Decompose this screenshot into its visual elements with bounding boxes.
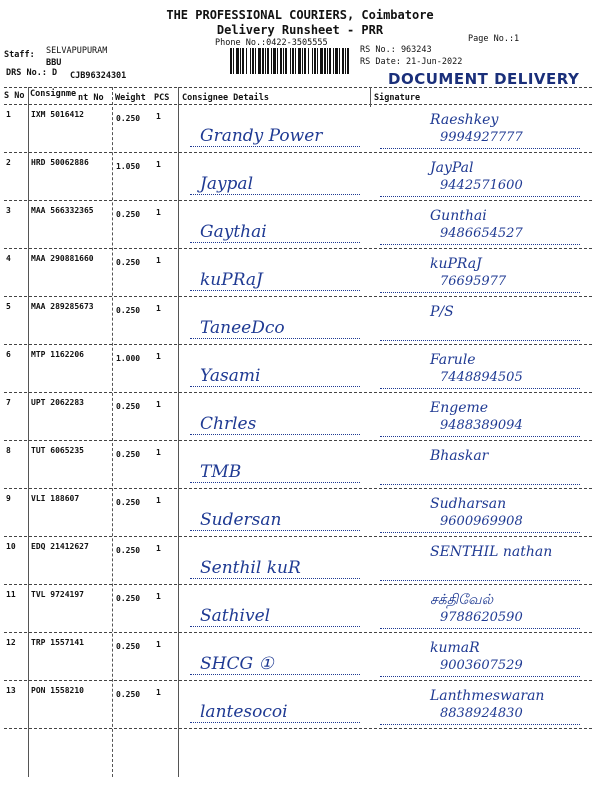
row-sno: 11 bbox=[6, 590, 16, 599]
table-vline-3 bbox=[178, 87, 179, 777]
name-underline bbox=[190, 626, 360, 627]
row-weight: 0.250 bbox=[116, 306, 141, 315]
row-sno: 5 bbox=[6, 302, 11, 311]
row-phone: 9994927777 bbox=[440, 130, 523, 145]
name-underline bbox=[190, 530, 360, 531]
name-underline bbox=[190, 482, 360, 483]
row-signature: SENTHIL nathan bbox=[430, 544, 553, 560]
row-consignment-no: MAA 289285673 bbox=[31, 302, 94, 311]
row-weight: 1.050 bbox=[116, 162, 141, 171]
barcode-bar bbox=[240, 48, 241, 74]
barcode-bar bbox=[327, 48, 328, 74]
row-weight: 0.250 bbox=[116, 594, 141, 603]
table-vline-2 bbox=[112, 87, 113, 777]
row-separator bbox=[4, 392, 592, 393]
phone-number: Phone No.:0422-3505555 bbox=[215, 38, 328, 48]
barcode-bar bbox=[298, 48, 301, 74]
row-pcs: 1 bbox=[156, 304, 161, 313]
barcode-bar bbox=[273, 48, 276, 74]
row-weight: 0.250 bbox=[116, 114, 141, 123]
row-consignee-name: lantesocoi bbox=[200, 702, 288, 722]
row-weight: 0.250 bbox=[116, 402, 141, 411]
row-weight: 0.250 bbox=[116, 210, 141, 219]
barcode-bar bbox=[265, 48, 266, 74]
row-consignment-no: TRP 1557141 bbox=[31, 638, 84, 647]
row-weight: 0.250 bbox=[116, 258, 141, 267]
barcode-bar bbox=[347, 48, 349, 74]
name-underline bbox=[190, 194, 360, 195]
row-phone: 9788620590 bbox=[440, 610, 523, 625]
row-consignee-name: Grandy Power bbox=[200, 126, 323, 146]
drs-value: CJB96324301 bbox=[70, 71, 127, 81]
row-pcs: 1 bbox=[156, 592, 161, 601]
barcode-bar bbox=[324, 48, 326, 74]
row-signature: Sudharsan bbox=[430, 496, 507, 512]
row-pcs: 1 bbox=[156, 544, 161, 553]
barcode-bar bbox=[258, 48, 261, 74]
row-signature: kuPRaJ bbox=[430, 256, 482, 272]
company-title: THE PROFESSIONAL COURIERS, Coimbatore bbox=[166, 8, 434, 22]
row-phone: 8838924830 bbox=[440, 706, 523, 721]
row-separator bbox=[4, 344, 592, 345]
row-consignee-name: TMB bbox=[200, 462, 242, 482]
row-phone: 9003607529 bbox=[440, 658, 523, 673]
row-consignee-name: Yasami bbox=[200, 366, 261, 386]
name-underline bbox=[190, 722, 360, 723]
table-vline-1 bbox=[28, 87, 29, 777]
row-consignee-name: Sudersan bbox=[200, 510, 282, 530]
row-separator bbox=[4, 200, 592, 201]
rs-number: RS No.: 963243 bbox=[360, 45, 432, 55]
row-sno: 7 bbox=[6, 398, 11, 407]
barcode-bar bbox=[345, 48, 346, 74]
row-consignment-no: PON 1558210 bbox=[31, 686, 84, 695]
table-vline-4 bbox=[370, 87, 371, 107]
col-sno: S No bbox=[4, 91, 25, 101]
barcode-bar bbox=[329, 48, 331, 74]
signature-underline bbox=[380, 724, 580, 725]
row-pcs: 1 bbox=[156, 496, 161, 505]
row-signature: Gunthai bbox=[430, 208, 487, 224]
row-separator bbox=[4, 728, 592, 729]
barcode-bar bbox=[312, 48, 313, 74]
row-consignee-name: SHCG ① bbox=[200, 654, 274, 674]
row-signature: Farule bbox=[430, 352, 476, 368]
row-weight: 0.250 bbox=[116, 642, 141, 651]
row-separator bbox=[4, 296, 592, 297]
row-signature: kumaR bbox=[430, 640, 480, 656]
signature-underline bbox=[380, 196, 580, 197]
row-separator bbox=[4, 536, 592, 537]
signature-underline bbox=[380, 532, 580, 533]
row-consignment-no: HRD 50062886 bbox=[31, 158, 89, 167]
row-signature: Raeshkey bbox=[430, 112, 499, 128]
row-consignment-no: TVL 9724197 bbox=[31, 590, 84, 599]
col-consignment-suffix: nt No bbox=[78, 93, 104, 103]
signature-underline bbox=[380, 628, 580, 629]
row-separator bbox=[4, 680, 592, 681]
drs-label: DRS No.: D bbox=[6, 68, 58, 78]
row-sno: 6 bbox=[6, 350, 11, 359]
barcode-bar bbox=[295, 48, 296, 74]
row-consignee-name: kuPRaJ bbox=[200, 270, 263, 290]
row-consignment-no: MAA 566332365 bbox=[31, 206, 94, 215]
row-separator bbox=[4, 584, 592, 585]
signature-underline bbox=[380, 244, 580, 245]
staff-label: Staff: bbox=[4, 50, 35, 60]
signature-underline bbox=[380, 484, 580, 485]
barcode-bar bbox=[320, 48, 323, 74]
barcode-bar bbox=[285, 48, 287, 74]
row-phone: 7448894505 bbox=[440, 370, 523, 385]
barcode-bar bbox=[236, 48, 239, 74]
barcode-bar bbox=[290, 48, 291, 74]
document-delivery-stamp: DOCUMENT DELIVERY bbox=[388, 70, 580, 88]
row-consignee-name: Senthil kuR bbox=[200, 558, 301, 578]
barcode-bar bbox=[230, 48, 232, 74]
col-signature: Signature bbox=[374, 93, 421, 103]
row-pcs: 1 bbox=[156, 640, 161, 649]
row-separator bbox=[4, 248, 592, 249]
row-weight: 0.250 bbox=[116, 546, 141, 555]
col-weight: Weight bbox=[115, 93, 146, 103]
row-weight: 0.250 bbox=[116, 450, 141, 459]
row-pcs: 1 bbox=[156, 688, 161, 697]
row-consignment-no: TUT 6065235 bbox=[31, 446, 84, 455]
barcode-bar bbox=[250, 48, 251, 74]
row-separator bbox=[4, 440, 592, 441]
row-consignment-no: MAA 290881660 bbox=[31, 254, 94, 263]
row-phone: 9600969908 bbox=[440, 514, 523, 529]
row-pcs: 1 bbox=[156, 256, 161, 265]
barcode-bar bbox=[308, 48, 309, 74]
row-sno: 12 bbox=[6, 638, 16, 647]
row-signature: JayPal bbox=[430, 160, 474, 176]
row-signature: Engeme bbox=[430, 400, 489, 416]
row-consignee-name: Jaypal bbox=[200, 174, 254, 194]
row-consignment-no: VLI 188607 bbox=[31, 494, 80, 503]
runsheet-title: Delivery Runsheet - PRR bbox=[216, 23, 384, 37]
page-number: Page No.:1 bbox=[468, 34, 520, 44]
barcode-bar bbox=[283, 48, 284, 74]
signature-underline bbox=[380, 388, 580, 389]
row-consignee-name: Gaythai bbox=[200, 222, 267, 242]
row-pcs: 1 bbox=[156, 112, 161, 121]
barcode-bar bbox=[302, 48, 303, 74]
signature-underline bbox=[380, 340, 580, 341]
barcode-bar bbox=[262, 48, 264, 74]
signature-underline bbox=[380, 436, 580, 437]
row-separator bbox=[4, 632, 592, 633]
barcode-bar bbox=[267, 48, 269, 74]
barcode-bar bbox=[242, 48, 244, 74]
col-details: Consignee Details bbox=[182, 93, 269, 103]
name-underline bbox=[190, 242, 360, 243]
row-signature: Bhaskar bbox=[430, 448, 489, 464]
row-weight: 0.250 bbox=[116, 498, 141, 507]
rs-date: RS Date: 21-Jun-2022 bbox=[360, 57, 463, 67]
row-sno: 2 bbox=[6, 158, 11, 167]
name-underline bbox=[190, 338, 360, 339]
row-phone: 9488389094 bbox=[440, 418, 523, 433]
row-separator bbox=[4, 488, 592, 489]
barcode-bar bbox=[280, 48, 282, 74]
signature-underline bbox=[380, 292, 580, 293]
barcode-bar bbox=[277, 48, 278, 74]
name-underline bbox=[190, 434, 360, 435]
name-underline bbox=[190, 578, 360, 579]
row-consignment-no: UPT 2062283 bbox=[31, 398, 84, 407]
barcode-bar bbox=[292, 48, 294, 74]
row-consignment-no: IXM 5016412 bbox=[31, 110, 84, 119]
name-underline bbox=[190, 146, 360, 147]
row-consignment-no: MTP 1162206 bbox=[31, 350, 84, 359]
barcode-bar bbox=[342, 48, 344, 74]
row-phone: 9442571600 bbox=[440, 178, 523, 193]
row-consignee-name: Sathivel bbox=[200, 606, 271, 626]
name-underline bbox=[190, 386, 360, 387]
header-bottom-line bbox=[4, 104, 592, 105]
barcode bbox=[230, 48, 350, 74]
barcode-bar bbox=[271, 48, 272, 74]
barcode-bar bbox=[246, 48, 247, 74]
row-consignee-name: Chrles bbox=[200, 414, 257, 434]
barcode-bar bbox=[233, 48, 234, 74]
barcode-bar bbox=[339, 48, 340, 74]
row-separator bbox=[4, 152, 592, 153]
row-weight: 1.000 bbox=[116, 354, 141, 363]
row-consignment-no: EDQ 21412627 bbox=[31, 542, 89, 551]
row-sno: 4 bbox=[6, 254, 11, 263]
row-pcs: 1 bbox=[156, 352, 161, 361]
signature-underline bbox=[380, 676, 580, 677]
row-pcs: 1 bbox=[156, 208, 161, 217]
row-sno: 3 bbox=[6, 206, 11, 215]
row-signature: சக்திவேல் bbox=[430, 592, 494, 608]
row-sno: 1 bbox=[6, 110, 11, 119]
row-pcs: 1 bbox=[156, 160, 161, 169]
header-top-line bbox=[4, 87, 592, 88]
row-phone: 76695977 bbox=[440, 274, 507, 289]
barcode-bar bbox=[335, 48, 338, 74]
row-pcs: 1 bbox=[156, 448, 161, 457]
row-sno: 10 bbox=[6, 542, 16, 551]
staff-value: SELVAPUPURAM bbox=[46, 46, 108, 56]
barcode-bar bbox=[304, 48, 306, 74]
staff-code: BBU bbox=[46, 58, 62, 68]
row-sno: 8 bbox=[6, 446, 11, 455]
barcode-bar bbox=[252, 48, 254, 74]
row-sno: 13 bbox=[6, 686, 16, 695]
row-pcs: 1 bbox=[156, 400, 161, 409]
row-phone: 9486654527 bbox=[440, 226, 523, 241]
row-consignee-name: TaneeDco bbox=[200, 318, 285, 338]
row-weight: 0.250 bbox=[116, 690, 141, 699]
row-sno: 9 bbox=[6, 494, 11, 503]
col-consignment: Consignme bbox=[30, 89, 77, 99]
row-signature: P/S bbox=[430, 304, 454, 320]
name-underline bbox=[190, 674, 360, 675]
signature-underline bbox=[380, 148, 580, 149]
row-signature: Lanthmeswaran bbox=[430, 688, 545, 704]
barcode-bar bbox=[255, 48, 256, 74]
col-pcs: PCS bbox=[154, 93, 170, 103]
barcode-bar bbox=[317, 48, 318, 74]
barcode-bar bbox=[314, 48, 316, 74]
name-underline bbox=[190, 290, 360, 291]
barcode-bar bbox=[333, 48, 334, 74]
signature-underline bbox=[380, 580, 580, 581]
